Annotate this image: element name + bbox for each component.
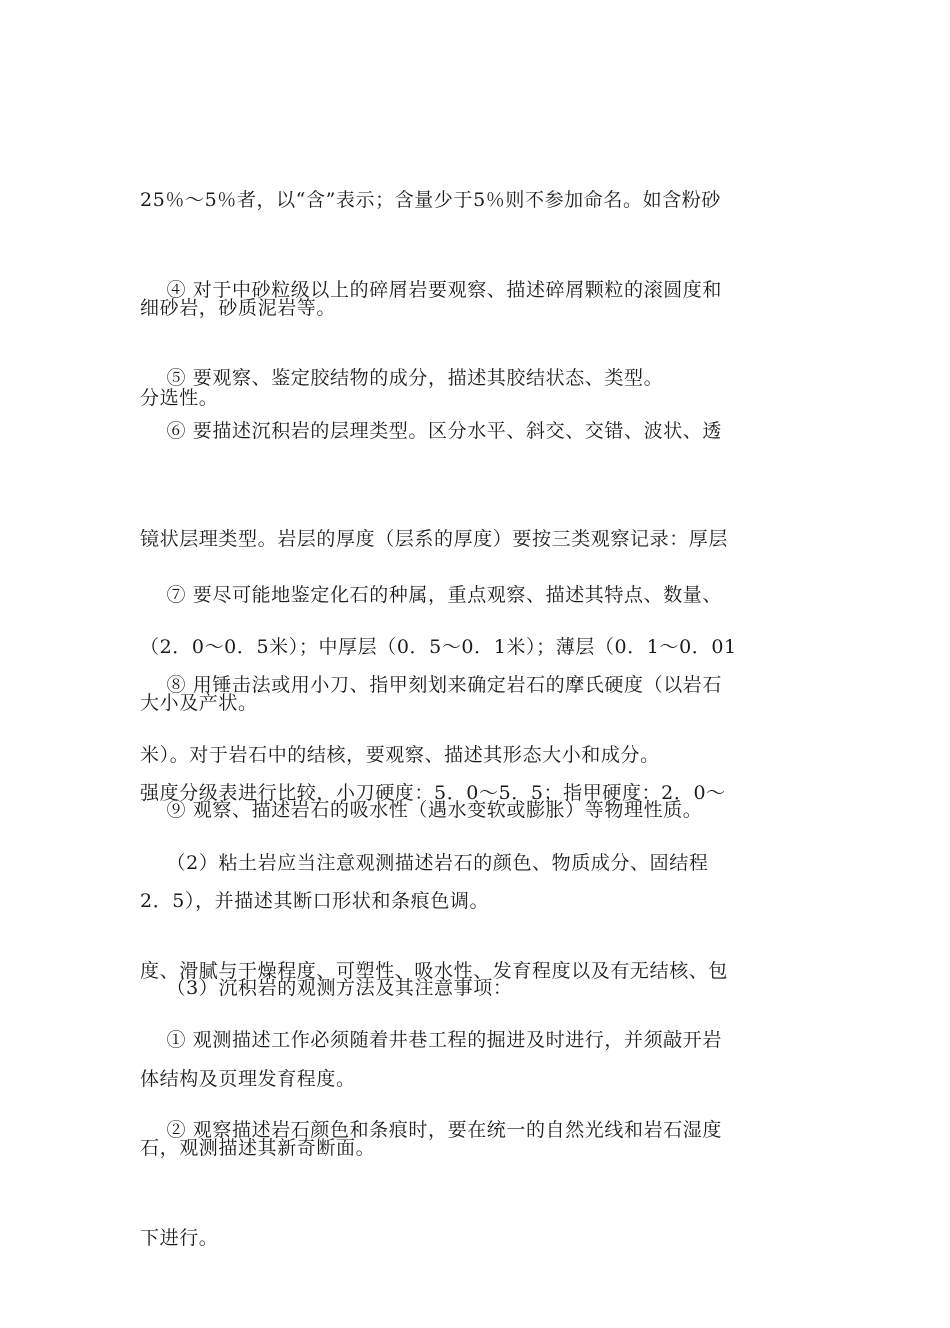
text-line: 25％～5％者，以“含”表示；含量少于5％则不参加命名。如含粉砂 bbox=[140, 189, 721, 211]
text-line: 石，观测描述其新奇断面。 bbox=[140, 1137, 376, 1159]
text-line: 下进行。 bbox=[140, 1227, 219, 1249]
text-line: ① 观测描述工作必须随着井巷工程的掘进及时进行，并须敲开岩 bbox=[140, 1029, 722, 1051]
text-line: ⑤ 要观察、鉴定胶结物的成分，描述其胶结状态、类型。 bbox=[140, 367, 664, 389]
text-line: 分选性。 bbox=[140, 387, 219, 409]
text-line: ④ 对于中砂粒级以上的碎屑岩要观察、描述碎屑颗粒的滚圆度和 bbox=[140, 279, 722, 301]
text-line: ⑦ 要尽可能地鉴定化石的种属，重点观察、描述其特点、数量、 bbox=[140, 584, 722, 606]
text-line: ⑥ 要描述沉积岩的层理类型。区分水平、斜交、交错、波状、透 bbox=[140, 420, 722, 442]
text-line: 体结构及页理发育程度。 bbox=[140, 1068, 356, 1090]
text-line: 镜状层理类型。岩层的厚度（层系的厚度）要按三类观察记录：厚层 bbox=[140, 528, 729, 550]
text-line: （3）沉积岩的观测方法及其注意事项： bbox=[140, 977, 513, 999]
text-line: 强度分级表进行比较，小刀硬度：5．0～5．5；指甲硬度：2．0～ bbox=[140, 782, 726, 804]
text-line: ⑧ 用锤击法或用小刀、指甲刻划来确定岩石的摩氏硬度（以岩石 bbox=[140, 674, 722, 696]
text-line: 度、滑腻与干燥程度、可塑性、吸水性、发育程度以及有无结核、包 bbox=[140, 960, 729, 982]
text-line: 2．5），并描述其断口形状和条痕色调。 bbox=[140, 890, 490, 912]
text-line: （2．0～0．5米）；中厚层（0．5～0．1米）；薄层（0．1～0．01 bbox=[140, 636, 737, 658]
text-line: 大小及产状。 bbox=[140, 692, 258, 714]
text-line: ⑨ 观察、描述岩石的吸水性（遇水变软或膨胀）等物理性质。 bbox=[140, 799, 703, 821]
paragraph-11 bbox=[140, 1040, 812, 1328]
text-line: ② 观察描述岩石颜色和条痕时，要在统一的自然光线和岩石湿度 bbox=[140, 1119, 722, 1141]
text-line: 细砂岩，砂质泥岩等。 bbox=[140, 297, 337, 319]
text-line: 米）。对于岩石中的结核，要观察、描述其形态大小和成分。 bbox=[140, 744, 660, 766]
text-line: （2）粘土岩应当注意观测描述岩石的颜色、物质成分、固结程 bbox=[140, 852, 709, 874]
